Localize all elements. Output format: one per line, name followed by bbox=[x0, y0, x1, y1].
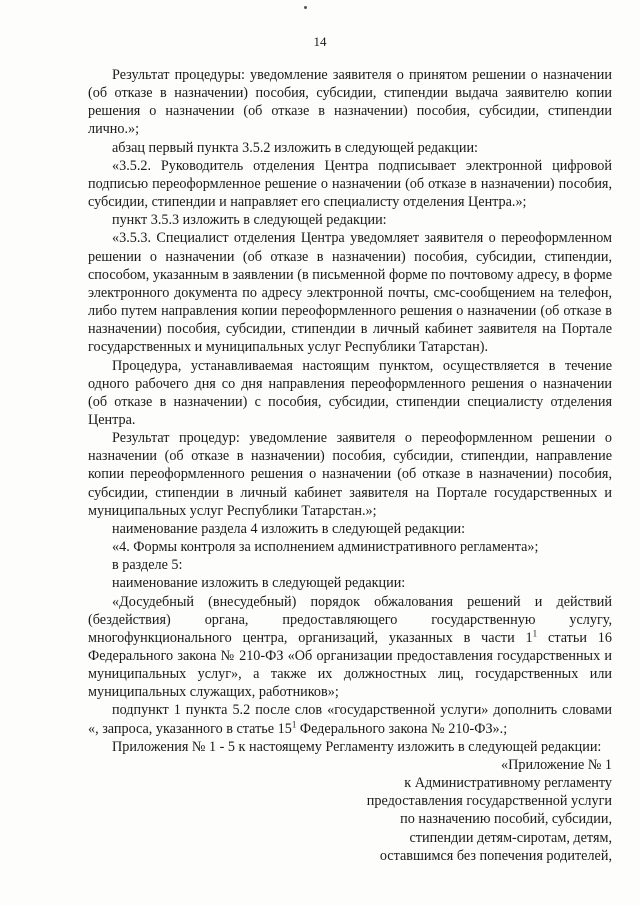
text-fragment: «Досудебный (внесудебный) порядок обжалования решений и действий (бездействия) органа, предоставляющего государственную услугу, многофункционального центра, организаций, указанных в части 1 bbox=[88, 593, 612, 646]
annex-heading bbox=[88, 756, 612, 865]
paragraph-result-procedure: Результат процедуры: уведомление заявителя о принятом решении о назначении (об отказе в назначении) пособия, субсидии, стипендии выдача заявителю копии решения о назначении (об отказе в назначении) пособия, субсидии, стипендии лично.»; bbox=[88, 67, 612, 138]
text-fragment: подпункт 1 пункта 5.2 после слов «государственной услуги» дополнить словами «, запроса, указанного в статье 15 bbox=[88, 702, 612, 737]
paragraph-section-4-name: наименование раздела 4 изложить в следующей редакции: bbox=[112, 520, 466, 537]
annex-heading-line: стипендии детям-сиротам, детям, bbox=[409, 829, 612, 846]
paragraph-procedure-term: Процедура, устанавливаемая настоящим пунктом, осуществляется в течение одного рабочего дня со дня направления переоформленного решения о назначении (об отказе в назначении) с пособия, субсидии, стипендии специалисту отделения Центра. bbox=[88, 357, 612, 428]
paragraph-3-5-3: «3.5.3. Специалист отделения Центра уведомляет заявителя о переоформленном решении о назначении (об отказе в назначении) пособия, субсидии, стипендии, способом, указанным в заявлении (в письменной форме по почтовому адресу, в форме электронного документа по адресу электронной почты, смс-сообщением на телефон, либо путем направления копии переоформленного решения о назначении (об отказе в назначении) пособия, субсидии, стипендии в личный кабинет заявителя на Портале государственных и муниципальных услуг Республики Татарстан). bbox=[88, 230, 612, 356]
annex-heading-line: к Административному регламенту bbox=[404, 775, 612, 792]
annex-heading-line: предоставления государственной услуги bbox=[366, 793, 612, 810]
paragraph-appeal-procedure bbox=[88, 593, 612, 702]
page-number: 14 bbox=[313, 34, 327, 49]
paragraph-section-5: в разделе 5: bbox=[112, 557, 183, 574]
annex-heading-line: по назначению пособий, субсидии, bbox=[400, 811, 612, 828]
scan-speck bbox=[304, 6, 307, 9]
paragraph-result-procedures: Результат процедур: уведомление заявителя о переоформленном решении о назначении (об отказе в назначении) пособия, субсидии, стипендии, направление копии переоформленного решения о назначении (об отказе в назначении) пособия, субсидии, стипендии в личный кабинет заявителя на Портале государственных и муниципальных услуг Республики Татарстан.»; bbox=[88, 430, 612, 519]
paragraph-subpunkt-5-2 bbox=[88, 701, 612, 737]
text-fragment: Федерального закона № 210-ФЗ».; bbox=[296, 720, 508, 737]
paragraph-name-edit: наименование изложить в следующей редакции: bbox=[112, 575, 406, 592]
annex-heading-line: «Приложение № 1 bbox=[501, 756, 612, 773]
paragraph-punkt-3-5-3: пункт 3.5.3 изложить в следующей редакции: bbox=[112, 212, 387, 229]
paragraph-section-4-title: «4. Формы контроля за исполнением административного регламента»; bbox=[112, 539, 539, 556]
document-body bbox=[88, 66, 612, 865]
paragraph-abzac-3-5-2: абзац первый пункта 3.5.2 изложить в следующей редакции: bbox=[112, 139, 478, 156]
superscript: 1 bbox=[291, 718, 297, 729]
annex-heading-line: оставшимся без попечения родителей, bbox=[379, 847, 612, 864]
text-fragment: статьи 16 Федерального закона № 210-ФЗ «Об организации предоставления государственных и муниципальных услуг», а также их должностных лиц, государственных или муниципальных служащих, работников»; bbox=[88, 629, 612, 701]
superscript: 1 bbox=[532, 628, 538, 639]
paragraph-3-5-2: «3.5.2. Руководитель отделения Центра подписывает электронной цифровой подписью переоформленное решение о назначении (об отказе в назначении) пособия, субсидии, стипендии и направляет его специалисту отделения Центра.»; bbox=[88, 157, 612, 211]
paragraph-annexes: Приложения № 1 - 5 к настоящему Регламенту изложить в следующей редакции: bbox=[112, 738, 602, 755]
